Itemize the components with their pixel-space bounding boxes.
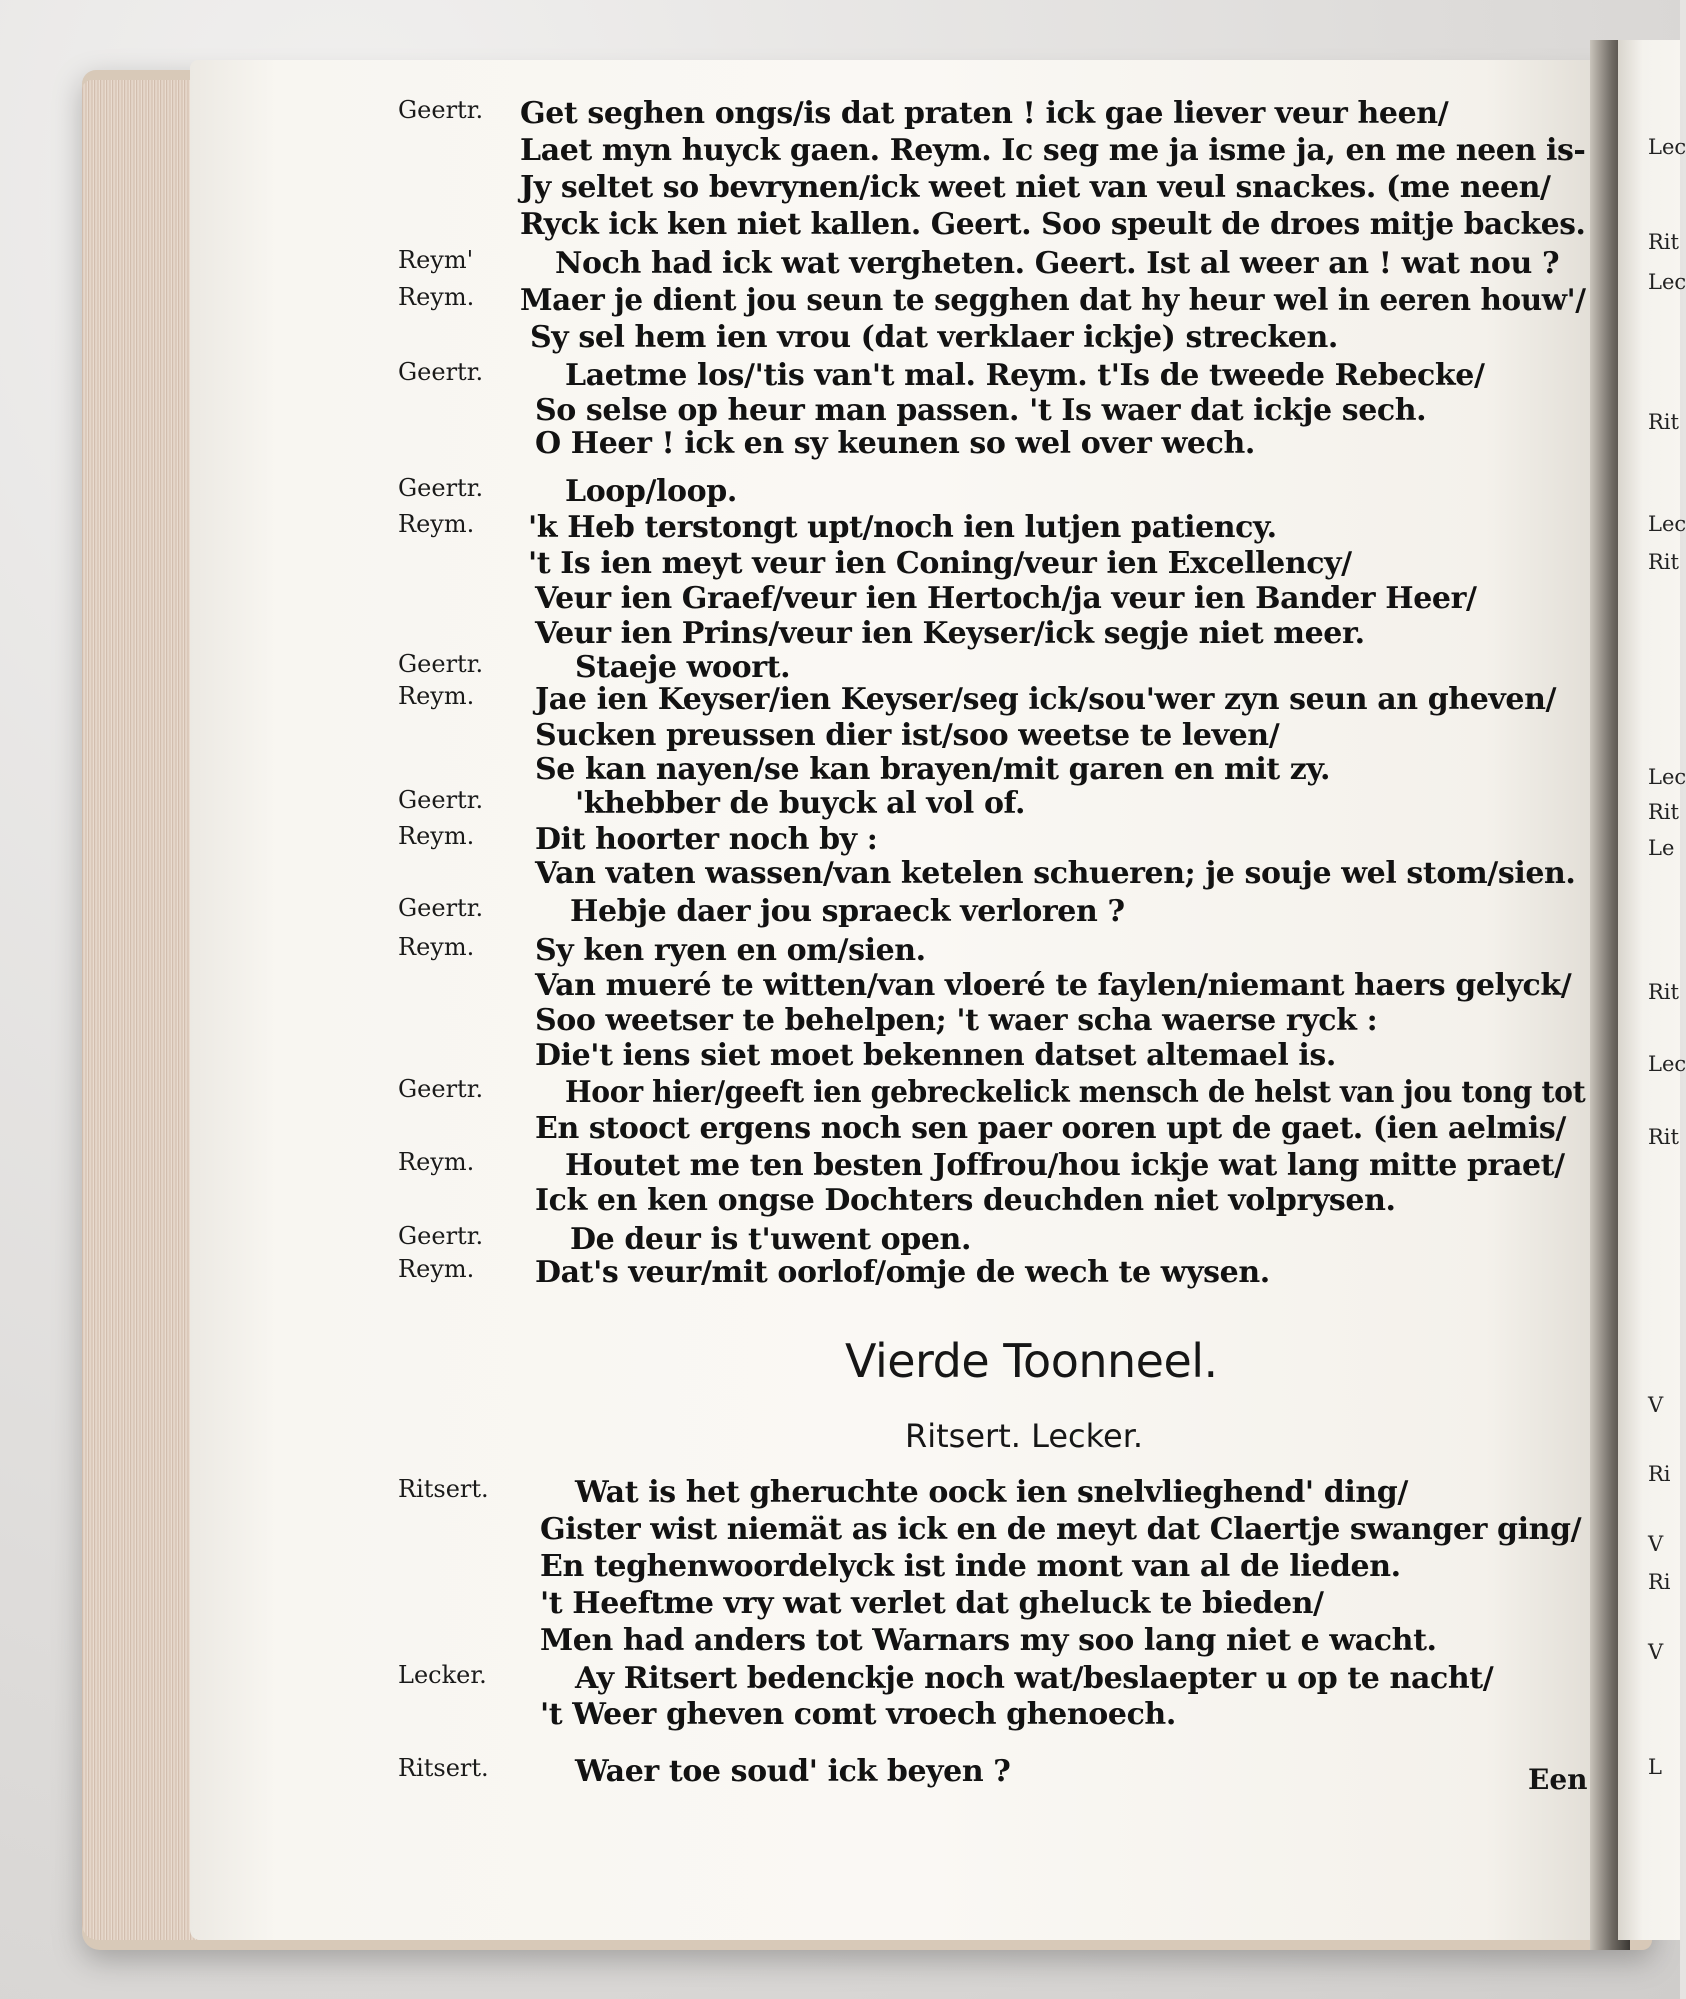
- right-page-name: Rit: [1648, 410, 1679, 434]
- right-page-name: Rit: [1648, 800, 1679, 824]
- right-page-name: Le: [1648, 836, 1675, 860]
- right-page-name: Lec: [1648, 135, 1686, 159]
- right-page-name: V: [1648, 1532, 1664, 1556]
- right-page-name: Rit: [1648, 1125, 1679, 1149]
- page-edges: [82, 80, 200, 1940]
- catchword: Een: [1528, 1763, 1588, 1796]
- right-page-name: Lec: [1648, 512, 1686, 536]
- right-page-name: Rit: [1648, 980, 1679, 1004]
- right-page-name: V: [1648, 1393, 1664, 1417]
- right-page-name: Rit: [1648, 550, 1679, 574]
- right-page-name: V: [1648, 1640, 1664, 1664]
- right-page-name: Ri: [1648, 1462, 1671, 1486]
- right-page-name: Rit: [1648, 230, 1679, 254]
- scene-characters: Ritsert. Lecker.: [905, 1417, 1144, 1455]
- scene-heading: Vierde Toonneel.: [845, 1334, 1218, 1388]
- right-page-name: Lec: [1648, 270, 1686, 294]
- right-page-name: Lec: [1648, 765, 1686, 789]
- right-page-name: Ri: [1648, 1570, 1671, 1594]
- right-page-name: L: [1648, 1755, 1662, 1779]
- right-page-name: Lec: [1648, 1052, 1686, 1076]
